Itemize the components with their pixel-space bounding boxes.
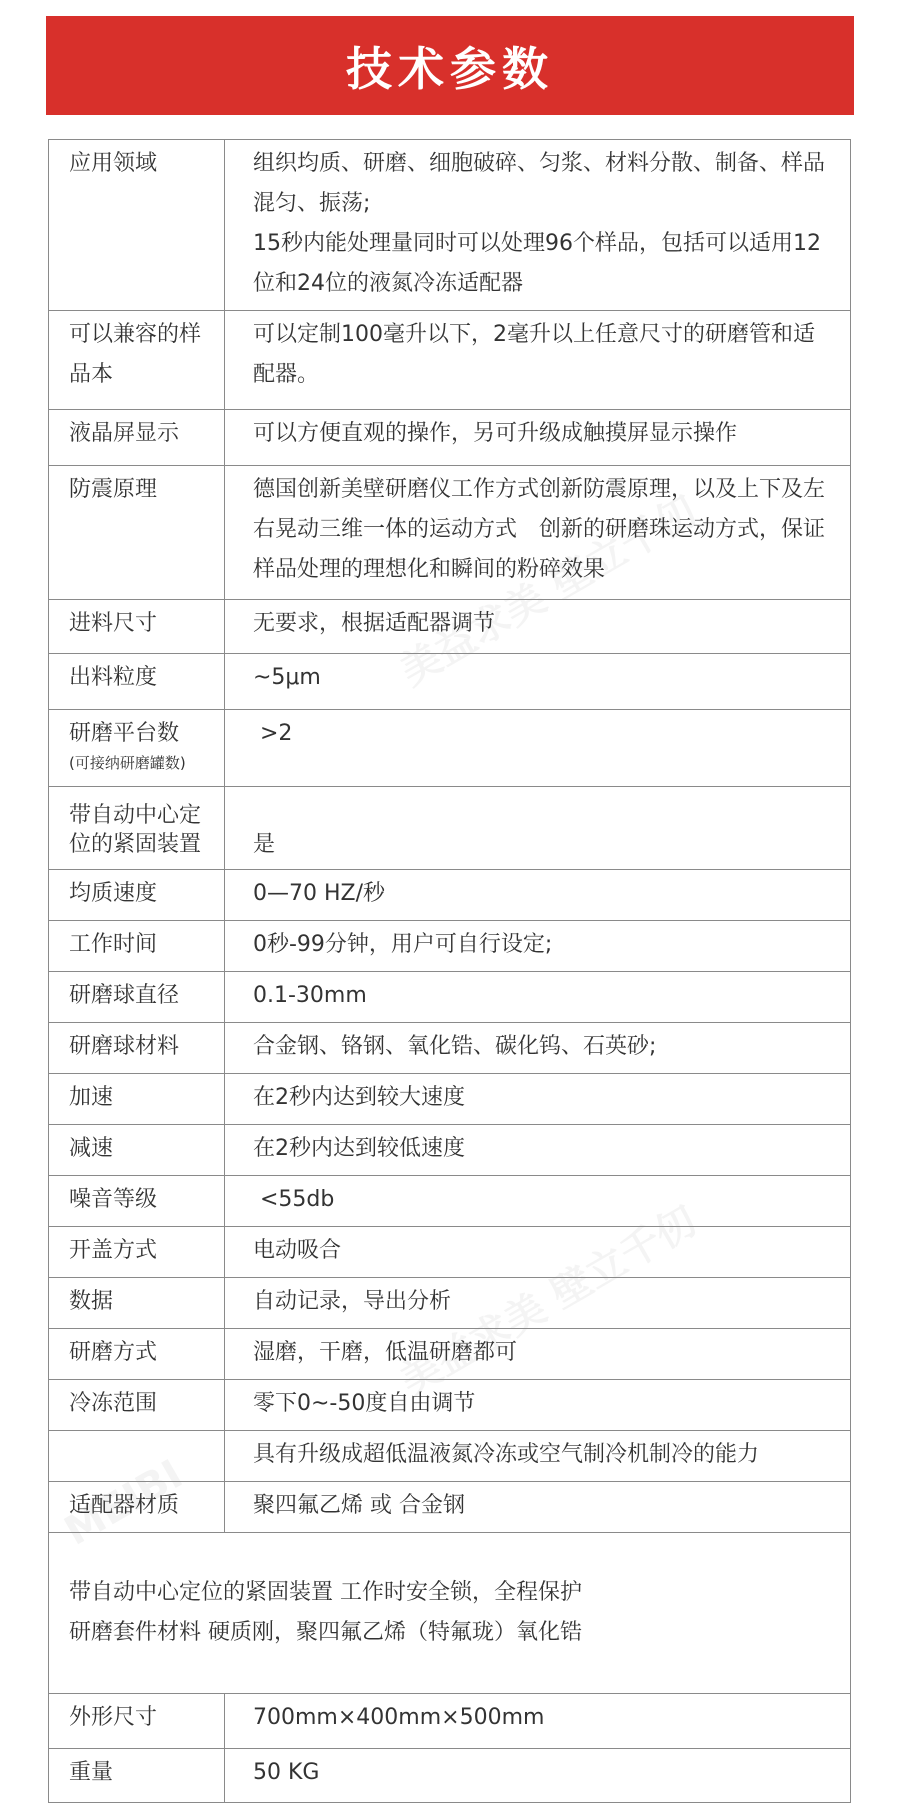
spec-key: 防震原理 (49, 466, 225, 600)
spec-value: 在2秒内达到较大速度 (225, 1074, 851, 1125)
table-row (49, 311, 851, 410)
spec-value: 可以方便直观的操作，另可升级成触摸屏显示操作 (225, 410, 851, 466)
table-row (49, 466, 851, 600)
table-row (49, 787, 851, 870)
table-row (49, 410, 851, 466)
spec-value: 电动吸合 (225, 1227, 851, 1278)
spec-key: 应用领域 (49, 140, 225, 311)
spec-value: 合金钢、铬钢、氧化锆、碳化钨、石英砂; (225, 1023, 851, 1074)
spec-key (49, 1431, 225, 1482)
spec-value: 零下0~-50度自由调节 (225, 1380, 851, 1431)
spec-note-cell (49, 1533, 851, 1694)
spec-value: 0—70 HZ/秒 (225, 870, 851, 921)
spec-key: 研磨球直径 (49, 972, 225, 1023)
spec-value: 在2秒内达到较低速度 (225, 1125, 851, 1176)
table-row (49, 1278, 851, 1329)
table-row (49, 654, 851, 710)
spec-key: 冷冻范围 (49, 1380, 225, 1431)
spec-value: 自动记录，导出分析 (225, 1278, 851, 1329)
spec-value: <55db (225, 1176, 851, 1227)
spec-value: 50 KG (225, 1749, 851, 1803)
table-row (49, 710, 851, 787)
spec-key: 出料粒度 (49, 654, 225, 710)
table-row (49, 1125, 851, 1176)
table-row (49, 1533, 851, 1694)
spec-key: 研磨球材料 (49, 1023, 225, 1074)
spec-value: ~5μm (225, 654, 851, 710)
spec-key: 工作时间 (49, 921, 225, 972)
table-row (49, 921, 851, 972)
table-row (49, 1074, 851, 1125)
spec-key-note: (可接纳研磨罐数) (69, 754, 186, 772)
spec-key: 可以兼容的样品本 (49, 311, 225, 410)
spec-note-line: 研磨套件材料 硬质刚，聚四氟乙烯（特氟珑）氧化锆 (69, 1620, 582, 1645)
spec-table (48, 139, 851, 1803)
spec-key: 外形尺寸 (49, 1694, 225, 1749)
spec-key: 开盖方式 (49, 1227, 225, 1278)
spec-value: 无要求，根据适配器调节 (225, 600, 851, 654)
table-row (49, 1380, 851, 1431)
spec-key: 加速 (49, 1074, 225, 1125)
spec-key: 研磨方式 (49, 1329, 225, 1380)
spec-key-cell (49, 710, 225, 787)
table-row (49, 1176, 851, 1227)
table-row (49, 870, 851, 921)
spec-value: 700mm×400mm×500mm (225, 1694, 851, 1749)
spec-key: 噪音等级 (49, 1176, 225, 1227)
page-title: 技术参数 (346, 41, 554, 96)
title-banner (46, 16, 854, 115)
spec-key: 带自动中心定位的紧固装置 (49, 787, 225, 870)
spec-key: 研磨平台数 (69, 721, 180, 746)
spec-value: >2 (225, 710, 851, 787)
table-row (49, 140, 851, 311)
spec-value: 聚四氟乙烯 或 合金钢 (225, 1482, 851, 1533)
table-row (49, 972, 851, 1023)
spec-value: 德国创新美壁研磨仪工作方式创新防震原理，以及上下及左右晃动三维一体的运动方式 创新的研磨珠运动方式，保证样品处理的理想化和瞬间的粉碎效果 (225, 466, 851, 600)
spec-value: 具有升级成超低温液氮冷冻或空气制冷机制冷的能力 (225, 1431, 851, 1482)
table-row (49, 1749, 851, 1803)
spec-note-line: 带自动中心定位的紧固装置 工作时安全锁，全程保护 (69, 1580, 582, 1605)
spec-key: 数据 (49, 1278, 225, 1329)
spec-value: 是 (225, 787, 851, 870)
spec-value: 0.1-30mm (225, 972, 851, 1023)
spec-key: 均质速度 (49, 870, 225, 921)
table-row (49, 1023, 851, 1074)
table-row (49, 1694, 851, 1749)
spec-value: 可以定制100毫升以下，2毫升以上任意尺寸的研磨管和适配器。 (225, 311, 851, 410)
table-row (49, 1482, 851, 1533)
spec-value-line: 组织均质、研磨、细胞破碎、匀浆、材料分散、制备、样品混匀、振荡; (253, 151, 826, 216)
spec-key: 减速 (49, 1125, 225, 1176)
spec-key: 适配器材质 (49, 1482, 225, 1533)
table-row (49, 1227, 851, 1278)
table-row (49, 1431, 851, 1482)
spec-value-line: 15秒内能处理量同时可以处理96个样品，包括可以适用12位和24位的液氮冷冻适配器 (253, 231, 821, 296)
spec-value (225, 140, 851, 311)
spec-key: 液晶屏显示 (49, 410, 225, 466)
table-row (49, 1329, 851, 1380)
spec-value: 湿磨，干磨，低温研磨都可 (225, 1329, 851, 1380)
spec-key: 重量 (49, 1749, 225, 1803)
table-row (49, 600, 851, 654)
spec-key: 进料尺寸 (49, 600, 225, 654)
spec-value: 0秒-99分钟，用户可自行设定; (225, 921, 851, 972)
